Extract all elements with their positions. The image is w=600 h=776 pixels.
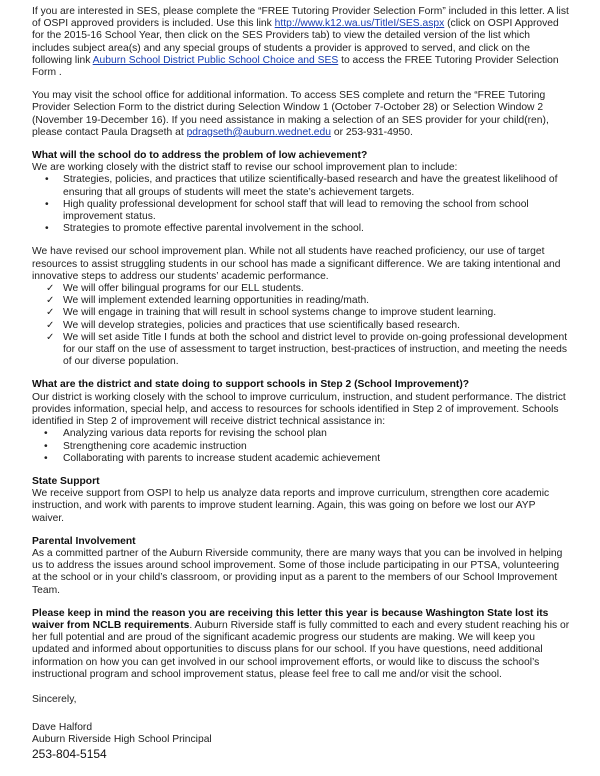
list-item: ✓ We will engage in training that will result in school systems change to improve student learning. [46, 307, 497, 319]
list-item: • Strategies to promote effective parental involvement in the school. [45, 223, 364, 235]
bullet-icon: • [45, 174, 49, 186]
ospi-ses-link[interactable]: http://www.k12.wa.us/TitleI/SES.aspx [274, 18, 445, 30]
list-item: ✓ We will implement extended learning opportunities in reading/math. [46, 295, 370, 307]
check-icon: ✓ [46, 331, 55, 343]
check-icon: ✓ [46, 295, 55, 307]
checkmark-list [32, 283, 570, 368]
list-item: • Collaborating with parents to increase student academic achievement [44, 452, 381, 464]
list-item: • Analyzing various data reports for revising the school plan [44, 428, 327, 440]
list-item: • Strengthening core academic instruction [44, 440, 247, 452]
closing: Sincerely, [32, 693, 77, 705]
bullet-icon: • [44, 428, 48, 440]
list-item: • Strategies, policies, and practices that utilize scientifically-based research and have the greatest likelihood of ensuring that all groups of students will meet the state’s achievement targets. [45, 174, 558, 198]
waiver-text: . Auburn Riverside staff is fully committed to each and every student reaching his or her full potential and are proud of the significant academic progress our students are making. We will keep you updated and informed about opportunities to discuss plans for our school. If you have questions, need additional information on how you can get involved in our school improvement efforts, or would like to discuss the school’s instructional program and school improvement status, please feel free to call me and/or visit the school. [32, 619, 570, 680]
signer-phone: 253-804-5154 [32, 746, 107, 761]
parental-involvement-paragraph: As a committed partner of the Auburn Riverside community, there are many ways that you can be involved in helping us to address the issues around school improvement. Some of those include participating in our PTSA, volunteering at the school or in your child’s classroom, or providing input as a parent to the members of our School Improvement Team. [32, 547, 563, 596]
signer-name: Dave Halford [32, 722, 93, 734]
ses-text-1: If you are interested in SES, please complete the “FREE Tutoring Provider Selection Form” included in this letter. A list of OSPI approved providers is included. Use this link [32, 6, 569, 30]
list-item: ✓ We will develop strategies, policies and practices that use scientifically based research. [46, 319, 461, 331]
office-text-1: You may visit the school office for additional information. To access SES complete and return the “FREE Tutoring Provider Selection Form to the district during Selection Window 1 (October 7-October 28) or Selection Window 2 (November 19-December 16). If you need assistance in making a selection of an SES provider for your child(ren), please contact Paula Dragseth at [32, 90, 549, 138]
ses-text-3: to access the FREE Tutoring Provider Selection Form . [32, 54, 559, 79]
district-support-heading: What are the district and state doing to support schools in Step 2 (School Improvement)? [32, 379, 470, 391]
office-text-2: or 253-931-4950. [330, 126, 413, 138]
district-support-paragraph: Our district is working closely with the school to improve curriculum, instruction, and student performance. The district provides information, special help, and access to resources for schools identified in Step 2 of improvement. Schools identified in Step 2 of improvement will receive district technical assistance in: [32, 391, 566, 428]
low-achievement-heading: What will the school do to address the problem of low achievement? [32, 150, 368, 162]
waiver-bold-text: Please keep in mind the reason you are receiving this letter this year is because Washington State lost its waiver from NCLB requirements [32, 607, 549, 631]
email-link[interactable]: pdragseth@auburn.wednet.edu [186, 126, 331, 138]
parental-involvement-heading: Parental Involvement [32, 535, 136, 547]
assistance-bullet-list [32, 428, 570, 465]
signer-title: Auburn Riverside High School Principal [32, 734, 212, 746]
list-item: ✓ We will set aside Title I funds at both the school and district level to provide on-going professional development for our staff on the use of assessment to target instruction, best-practices of instruction, and meeting the needs of our diverse population. [46, 331, 568, 368]
waiver-paragraph [32, 608, 570, 681]
bullet-icon: • [45, 198, 49, 210]
check-icon: ✓ [46, 307, 55, 319]
bullet-icon: • [44, 452, 48, 464]
low-achievement-intro: We are working closely with the district staff to revise our school improvement plan to include: [32, 162, 458, 174]
bullet-icon: • [44, 440, 48, 452]
office-paragraph [32, 90, 570, 139]
state-support-paragraph: We receive support from OSPI to help us analyze data reports and improve curriculum, strengthen core academic instruction, and work with parents to improve student learning. Again, this was going on before we lost our AYP waiver. [32, 488, 550, 524]
check-icon: ✓ [46, 319, 55, 331]
list-item: ✓ We will offer bilingual programs for our ELL students. [46, 283, 304, 295]
revised-plan-paragraph: We have revised our school improvement plan. While not all students have reached proficiency, our use of target resources to assist struggling students in our school has made a significant difference. We are taking intentional and innovative steps to address our students’ academic performance. [32, 246, 561, 282]
ses-paragraph [32, 6, 570, 79]
plan-bullet-list [32, 174, 570, 235]
ses-text-2: (click on OSPI Approved for the 2015-16 School Year, then click on the SES Providers tab) to view the detailed version of the list which includes subject area(s) and any special groups of students a provider is approved to served, and click on the following link [32, 18, 559, 66]
list-item: • High quality professional development for school staff that will lead to removing the school from school improvement status. [45, 198, 529, 223]
check-icon: ✓ [46, 283, 55, 295]
auburn-choice-link[interactable]: Auburn School District Public School Choice and SES [92, 54, 339, 66]
state-support-heading: State Support [32, 475, 100, 487]
bullet-icon: • [45, 223, 49, 235]
